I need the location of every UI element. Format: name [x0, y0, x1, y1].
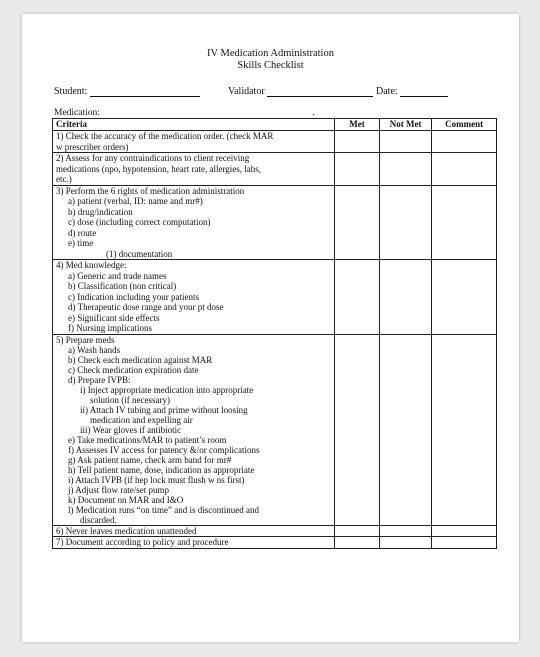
- document-page: [22, 14, 519, 642]
- criteria-line: a) Generic and trade names: [68, 270, 167, 281]
- table-row: [53, 185, 497, 260]
- validator-field: [228, 86, 373, 97]
- criteria-line: w prescriber orders): [56, 141, 129, 152]
- criteria-line: c) Indication including your patients: [68, 291, 199, 302]
- comment-cell[interactable]: [432, 525, 497, 537]
- header-fields: [54, 86, 484, 100]
- met-cell[interactable]: [335, 525, 380, 537]
- criteria-line: 3) Perform the 6 rights of medication administration: [56, 185, 245, 196]
- criteria-line: e) Significant side effects: [68, 312, 160, 323]
- criteria-line: etc.): [56, 174, 72, 184]
- criteria-line: iii) Wear gloves if antibiotic: [80, 424, 182, 435]
- comment-cell[interactable]: [432, 131, 497, 153]
- met-cell[interactable]: [335, 537, 380, 549]
- comment-cell[interactable]: [432, 334, 497, 525]
- criteria-line: h) Tell patient name, dose, indication as appropriate: [68, 464, 255, 475]
- table-row: [53, 260, 497, 335]
- validator-label: Validator: [228, 86, 265, 97]
- header-criteria: Criteria: [53, 119, 335, 131]
- met-cell[interactable]: [335, 131, 380, 153]
- criteria-line: 6) Never leaves medication unattended: [56, 525, 197, 536]
- comment-cell[interactable]: [432, 260, 497, 335]
- criteria-line: g) Ask patient name, check arm band for mr#: [68, 454, 232, 465]
- student-blank[interactable]: [90, 86, 200, 97]
- criteria-line: c) dose (including correct computation): [68, 217, 211, 227]
- medication-label: Medication:: [54, 108, 100, 118]
- criteria-cell: [53, 131, 335, 153]
- criteria-line: solution (if necessary): [90, 394, 170, 405]
- criteria-line: f) Assesses IV access for patency &/or complications: [68, 444, 260, 455]
- criteria-line: c) Check medication expiration date: [68, 364, 199, 375]
- date-field: [376, 86, 448, 97]
- met-cell[interactable]: [335, 334, 380, 525]
- criteria-cell: [53, 153, 335, 186]
- criteria-line: ii) Attach IV tubing and prime without loosing: [80, 404, 248, 415]
- table-row: [53, 334, 497, 525]
- criteria-line: 2) Assess for any contraindications to client receiving: [56, 153, 250, 163]
- criteria-line: medication and expelling air: [90, 414, 193, 425]
- criteria-cell: [53, 185, 335, 260]
- criteria-line: a) patient (verbal, ID: name and mr#): [68, 196, 203, 206]
- date-label: Date:: [376, 86, 398, 97]
- criteria-line: a) Wash hands: [68, 344, 121, 355]
- criteria-line: k) Document on MAR and I&O: [68, 494, 184, 505]
- criteria-line: 4) Med knowledge:: [56, 260, 127, 270]
- criteria-line: e) Take medications/MAR to patient’s room: [68, 434, 227, 445]
- student-field: [54, 86, 200, 97]
- criteria-line: d) route: [68, 227, 97, 238]
- not-met-cell[interactable]: [379, 153, 431, 186]
- document-title: [22, 48, 519, 72]
- not-met-cell[interactable]: [379, 334, 431, 525]
- table-row: [53, 525, 497, 537]
- header-met: Met: [335, 119, 380, 131]
- table-header-row: [53, 119, 497, 131]
- met-cell[interactable]: [335, 185, 380, 260]
- title-line-1: IV Medication Administration: [207, 48, 334, 59]
- criteria-line: 5) Prepare meds: [56, 334, 115, 345]
- criteria-line: discarded.: [80, 514, 117, 525]
- met-cell[interactable]: [335, 153, 380, 186]
- not-met-cell[interactable]: [379, 185, 431, 260]
- table-row: [53, 131, 497, 153]
- comment-cell[interactable]: [432, 153, 497, 186]
- criteria-cell: [53, 537, 335, 549]
- header-comment: Comment: [432, 119, 497, 131]
- criteria-line: j) Adjust flow rate/set pump: [68, 484, 169, 495]
- criteria-line: 1) Check the accuracy of the medication order. (check MAR: [56, 131, 274, 141]
- checklist-table: [52, 118, 497, 549]
- criteria-line: f) Nursing implications: [68, 323, 152, 333]
- criteria-cell: [53, 525, 335, 537]
- comment-cell[interactable]: [432, 185, 497, 260]
- criteria-cell: [53, 260, 335, 335]
- criteria-line: d) Prepare IVPB:: [68, 374, 131, 385]
- medication-field: [54, 108, 315, 118]
- criteria-line: medications (npo, hypotension, heart rate, allergies, labs,: [56, 163, 262, 174]
- medication-mark: .: [312, 108, 315, 118]
- met-cell[interactable]: [335, 260, 380, 335]
- table-row: [53, 153, 497, 186]
- student-label: Student:: [54, 86, 88, 97]
- date-blank[interactable]: [400, 86, 448, 97]
- not-met-cell[interactable]: [379, 260, 431, 335]
- criteria-line: b) Classification (non critical): [68, 281, 177, 291]
- criteria-cell: [53, 334, 335, 525]
- criteria-line: i) Attach IVPB (if hep lock must flush w ns first): [68, 474, 245, 485]
- header-not-met: Not Met: [379, 119, 431, 131]
- criteria-line: i) Inject appropriate medication into appropriate: [80, 384, 254, 395]
- criteria-line: d) Therapeutic dose range and your pt dose: [68, 302, 224, 312]
- criteria-line: e) time: [68, 238, 94, 248]
- not-met-cell[interactable]: [379, 525, 431, 537]
- comment-cell[interactable]: [432, 537, 497, 549]
- criteria-line: 7) Document according to policy and procedure: [56, 537, 229, 547]
- criteria-line: (1) documentation: [106, 248, 173, 259]
- criteria-line: b) Check each medication against MAR: [68, 354, 213, 365]
- validator-blank[interactable]: [267, 86, 373, 97]
- not-met-cell[interactable]: [379, 537, 431, 549]
- not-met-cell[interactable]: [379, 131, 431, 153]
- table-row: [53, 537, 497, 549]
- criteria-line: b) drug/indication: [68, 206, 133, 217]
- criteria-line: l) Medication runs “on time” and is discontinued and: [68, 504, 259, 515]
- title-line-2: Skills Checklist: [237, 60, 304, 71]
